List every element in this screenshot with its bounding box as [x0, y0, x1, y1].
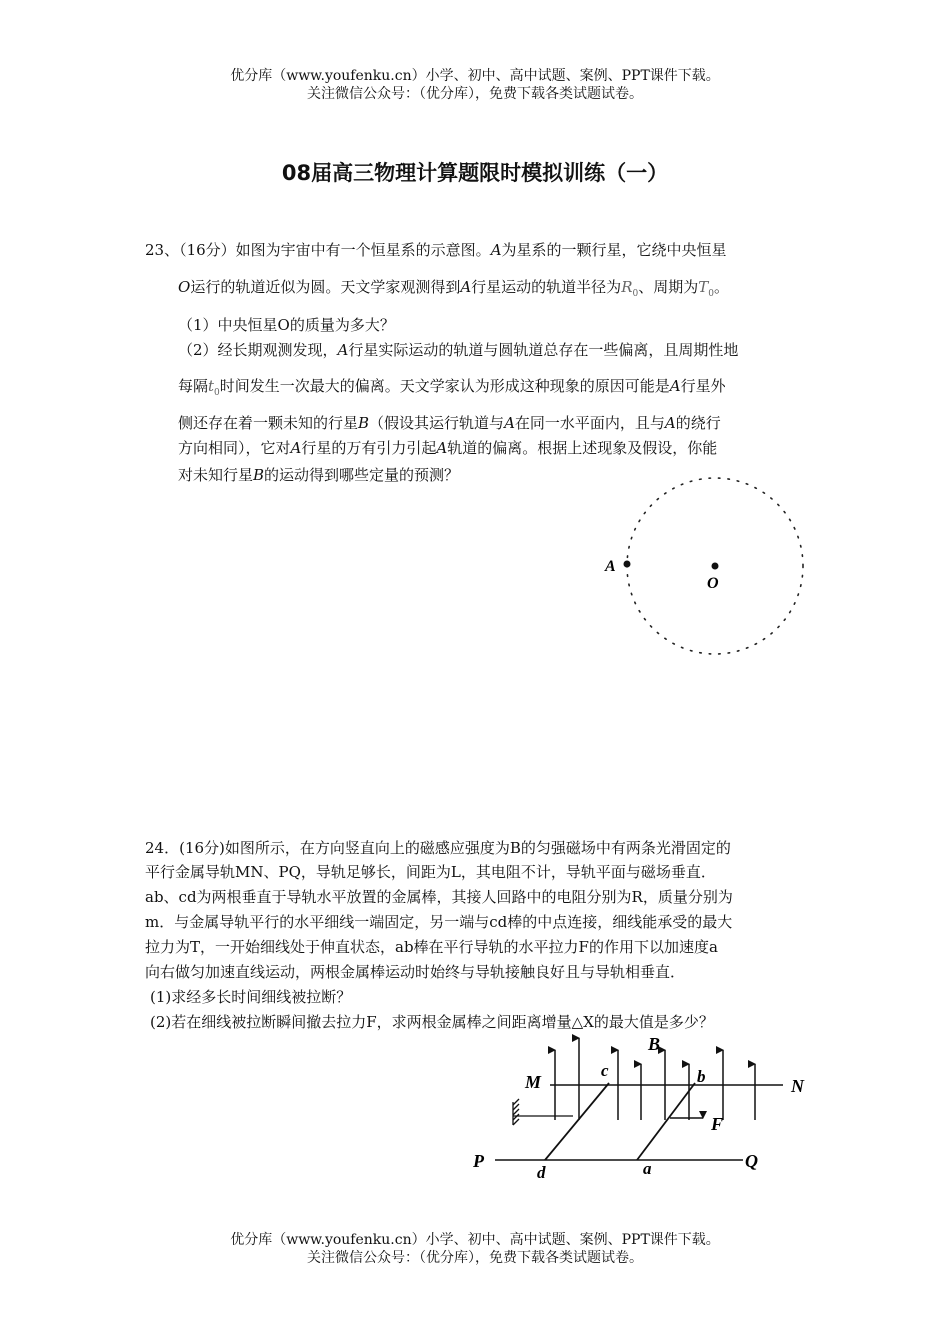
q23-line-6: 侧还存在着一颗未知的行星B（假设其运行轨道与A在同一水平面内，且与A的绕行 [178, 414, 721, 432]
label-a: a [643, 1159, 652, 1178]
q23-line-2: O运行的轨道近似为圆。天文学家观测得到A行星运动的轨道半径为$R_0$、周期为$T_0$。 [178, 278, 729, 299]
q23-line-4: （2）经长期观测发现，A行星实际运动的轨道与圆轨道总存在一些偏离，且周期性地 [178, 341, 739, 359]
footer-line-2: 关注微信公众号：（优分库），免费下载各类试题试卷。 [307, 1250, 643, 1266]
star-system-figure [595, 470, 825, 665]
label-N: N [791, 1076, 804, 1096]
rails-figure [465, 1030, 820, 1185]
q24-line-2: 平行金属导轨MN、PQ，导轨足够长，间距为L，其电阻不计，导轨平面与磁场垂直． [145, 863, 716, 881]
q24-line-4: m．与金属导轨平行的水平细线一端固定，另一端与cd棒的中点连接，细线能承受的最大 [145, 913, 733, 931]
header-line-2: 关注微信公众号：（优分库），免费下载各类试题试卷。 [307, 86, 643, 102]
planet-A-dot [624, 561, 631, 568]
header-line-1: 优分库（www.youfenku.cn）小学、初中、高中试题、案例、PPT课件下载。 [230, 68, 720, 84]
q24-line-6: 向右做匀加速直线运动，两根金属棒运动时始终与导轨接触良好且与导轨相垂直． [145, 963, 686, 981]
label-c: c [601, 1061, 609, 1080]
q23-sub-question-1: （1）中央恒星O的质量为多大？ [178, 316, 395, 334]
label-A: A [605, 558, 616, 575]
rod-ab [637, 1083, 695, 1160]
label-b: b [697, 1067, 706, 1086]
label-d: d [537, 1163, 546, 1182]
q23-line-5: 每隔$t_0$时间发生一次最大的偏离。天文学家认为形成这种现象的原因可能是A行星外 [178, 377, 726, 398]
label-P: P [473, 1151, 484, 1171]
q23-line-8: 对未知行星B的运动得到哪些定量的预测？ [178, 466, 460, 484]
q24-line-1: 24．(16分)如图所示，在方向竖直向上的磁感应强度为B的匀强磁场中有两条光滑固定的 [145, 839, 731, 857]
q23-line-1: 23、（16分）如图为宇宙中有一个恒星系的示意图。A为星系的一颗行星，它绕中央恒星 [145, 241, 727, 259]
label-M: M [525, 1072, 542, 1092]
q24-line-5: 拉力为T，一开始细线处于伸直状态，ab棒在平行导轨的水平拉力F的作用下以加速度a [145, 938, 718, 956]
page-title: 08届高三物理计算题限时模拟训练（一） [281, 161, 669, 185]
q23-line-7: 方向相同），它对A行星的万有引力引起A轨道的偏离。根据上述现象及假设，你能 [178, 439, 718, 457]
label-B: B [648, 1034, 661, 1054]
label-Q: Q [745, 1151, 758, 1171]
star-O-dot [712, 563, 719, 570]
fixed-support [513, 1099, 573, 1125]
label-F: F [711, 1114, 724, 1134]
q24-sub-question-2: (2)若在细线被拉断瞬间撤去拉力F，求两根金属棒之间距离增量△X的最大值是多少？ [150, 1013, 714, 1031]
label-O: O [707, 575, 719, 592]
footer-line-1: 优分库（www.youfenku.cn）小学、初中、高中试题、案例、PPT课件下载。 [230, 1232, 720, 1248]
q24-sub-question-1: (1)求经多长时间细线被拉断？ [150, 988, 352, 1006]
q24-line-3: ab、cd为两根垂直于导轨水平放置的金属棒，其接人回路中的电阻分别为R，质量分别为 [145, 888, 733, 906]
